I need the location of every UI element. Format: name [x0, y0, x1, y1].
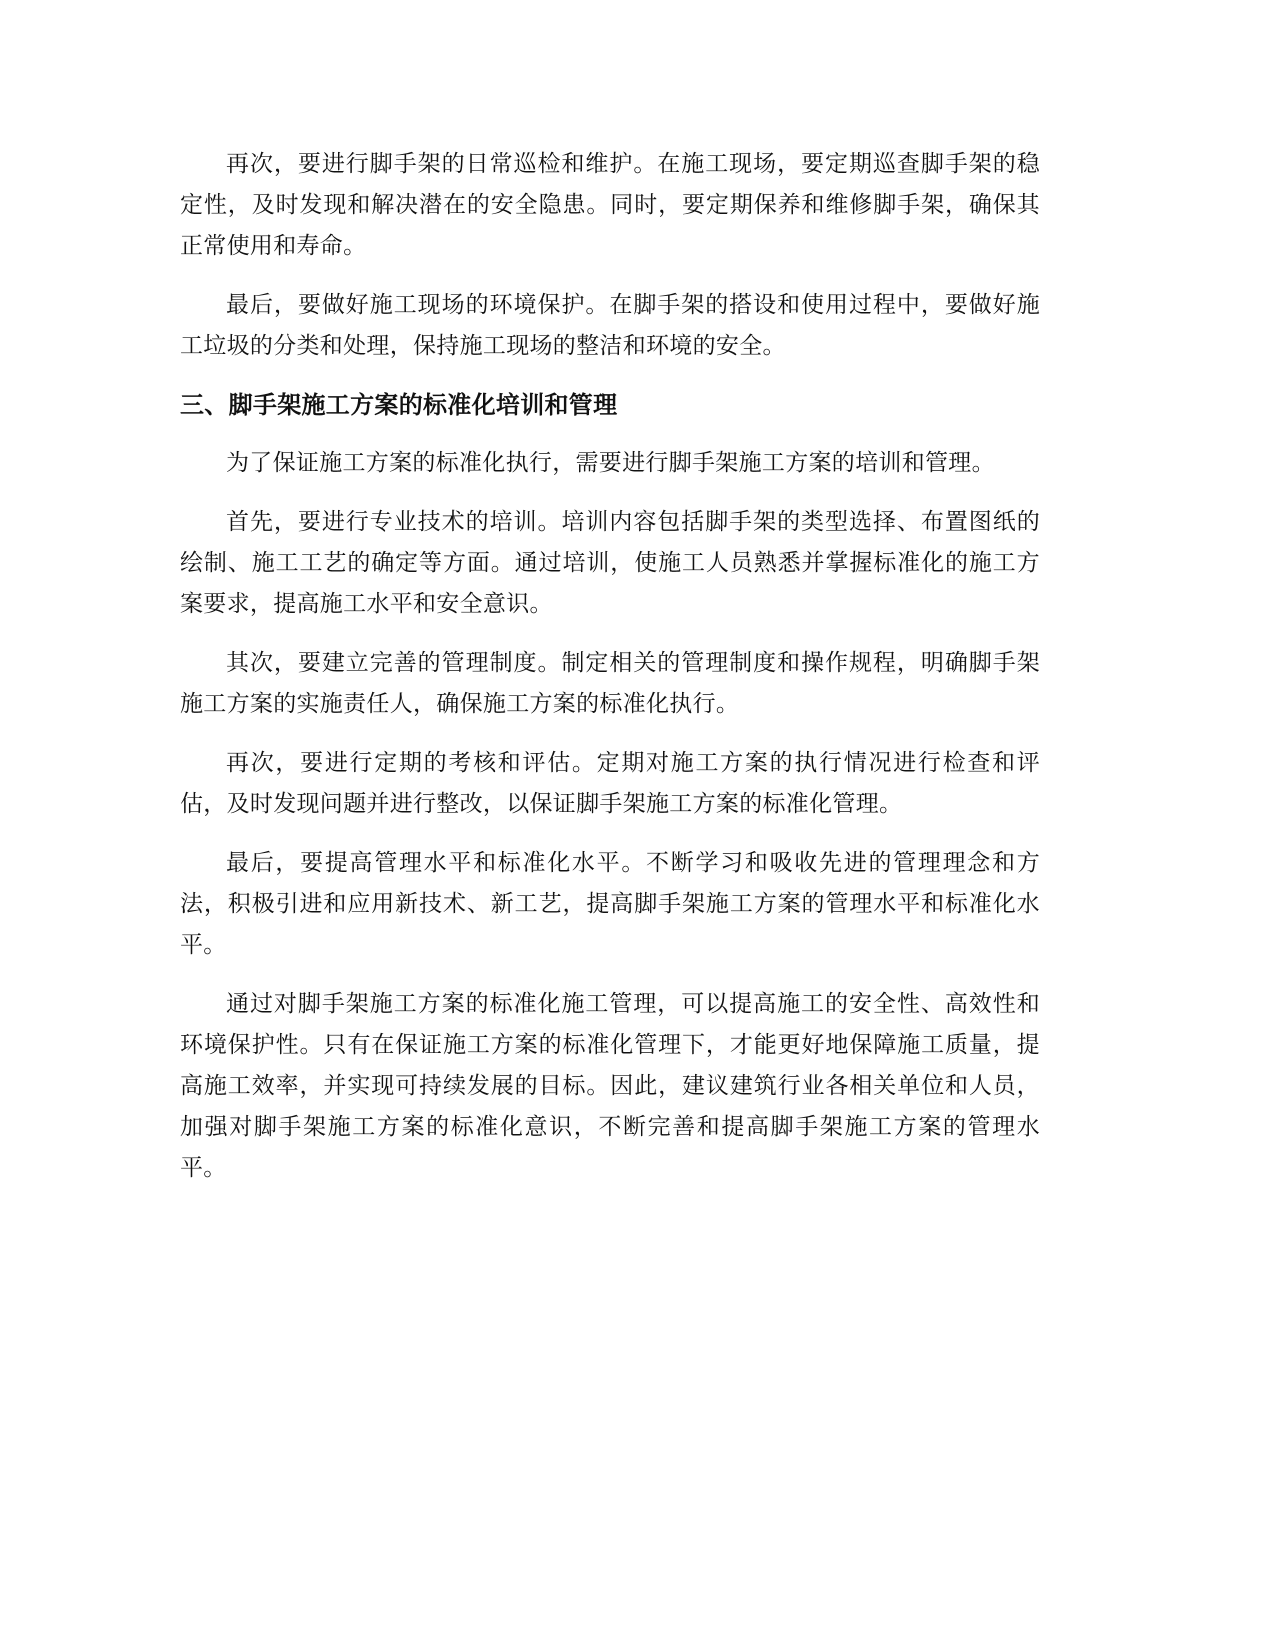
paragraph-spacer	[180, 966, 1040, 984]
section-heading: 三、脚手架施工方案的标准化培训和管理	[180, 391, 618, 419]
paragraph-improvement: 最后，要提高管理水平和标准化水平。不断学习和吸收先进的管理理念和方法，积极引进和应用新技术、新工艺，提高脚手架施工方案的管理水平和标准化水平。	[180, 850, 1040, 958]
paragraph-spacer	[180, 825, 1040, 843]
paragraph-spacer	[180, 425, 1040, 443]
paragraph-management-system: 其次，要建立完善的管理制度。制定相关的管理制度和操作规程，明确脚手架施工方案的实施责任人，确保施工方案的标准化执行。	[180, 650, 1040, 717]
paragraph-spacer	[180, 267, 1040, 285]
paragraph-spacer	[180, 484, 1040, 502]
paragraph-daily-inspection: 再次，要进行脚手架的日常巡检和维护。在施工现场，要定期巡查脚手架的稳定性，及时发现和解决潜在的安全隐患。同时，要定期保养和维修脚手架，确保其正常使用和寿命。	[180, 151, 1040, 259]
paragraph-spacer	[180, 625, 1040, 643]
document-body	[180, 144, 1040, 1189]
paragraph-intro: 为了保证施工方案的标准化执行，需要进行脚手架施工方案的培训和管理。	[226, 450, 995, 476]
paragraph-spacer	[180, 367, 1040, 385]
paragraph-conclusion: 通过对脚手架施工方案的标准化施工管理，可以提高施工的安全性、高效性和环境保护性。只有在保证施工方案的标准化管理下，才能更好地保障施工质量，提高施工效率，并实现可持续发展的目标。因此，建议建筑行业各相关单位和人员，加强对脚手架施工方案的标准化意识，不断完善和提高脚手架施工方案的管理水平。	[180, 991, 1040, 1181]
paragraph-assessment: 再次，要进行定期的考核和评估。定期对施工方案的执行情况进行检查和评估，及时发现问题并进行整改，以保证脚手架施工方案的标准化管理。	[180, 750, 1040, 817]
paragraph-environment-protection: 最后，要做好施工现场的环境保护。在脚手架的搭设和使用过程中，要做好施工垃圾的分类和处理，保持施工现场的整洁和环境的安全。	[180, 292, 1040, 359]
paragraph-spacer	[180, 725, 1040, 743]
paragraph-training: 首先，要进行专业技术的培训。培训内容包括脚手架的类型选择、布置图纸的绘制、施工工艺的确定等方面。通过培训，使施工人员熟悉并掌握标准化的施工方案要求，提高施工水平和安全意识。	[180, 509, 1040, 617]
